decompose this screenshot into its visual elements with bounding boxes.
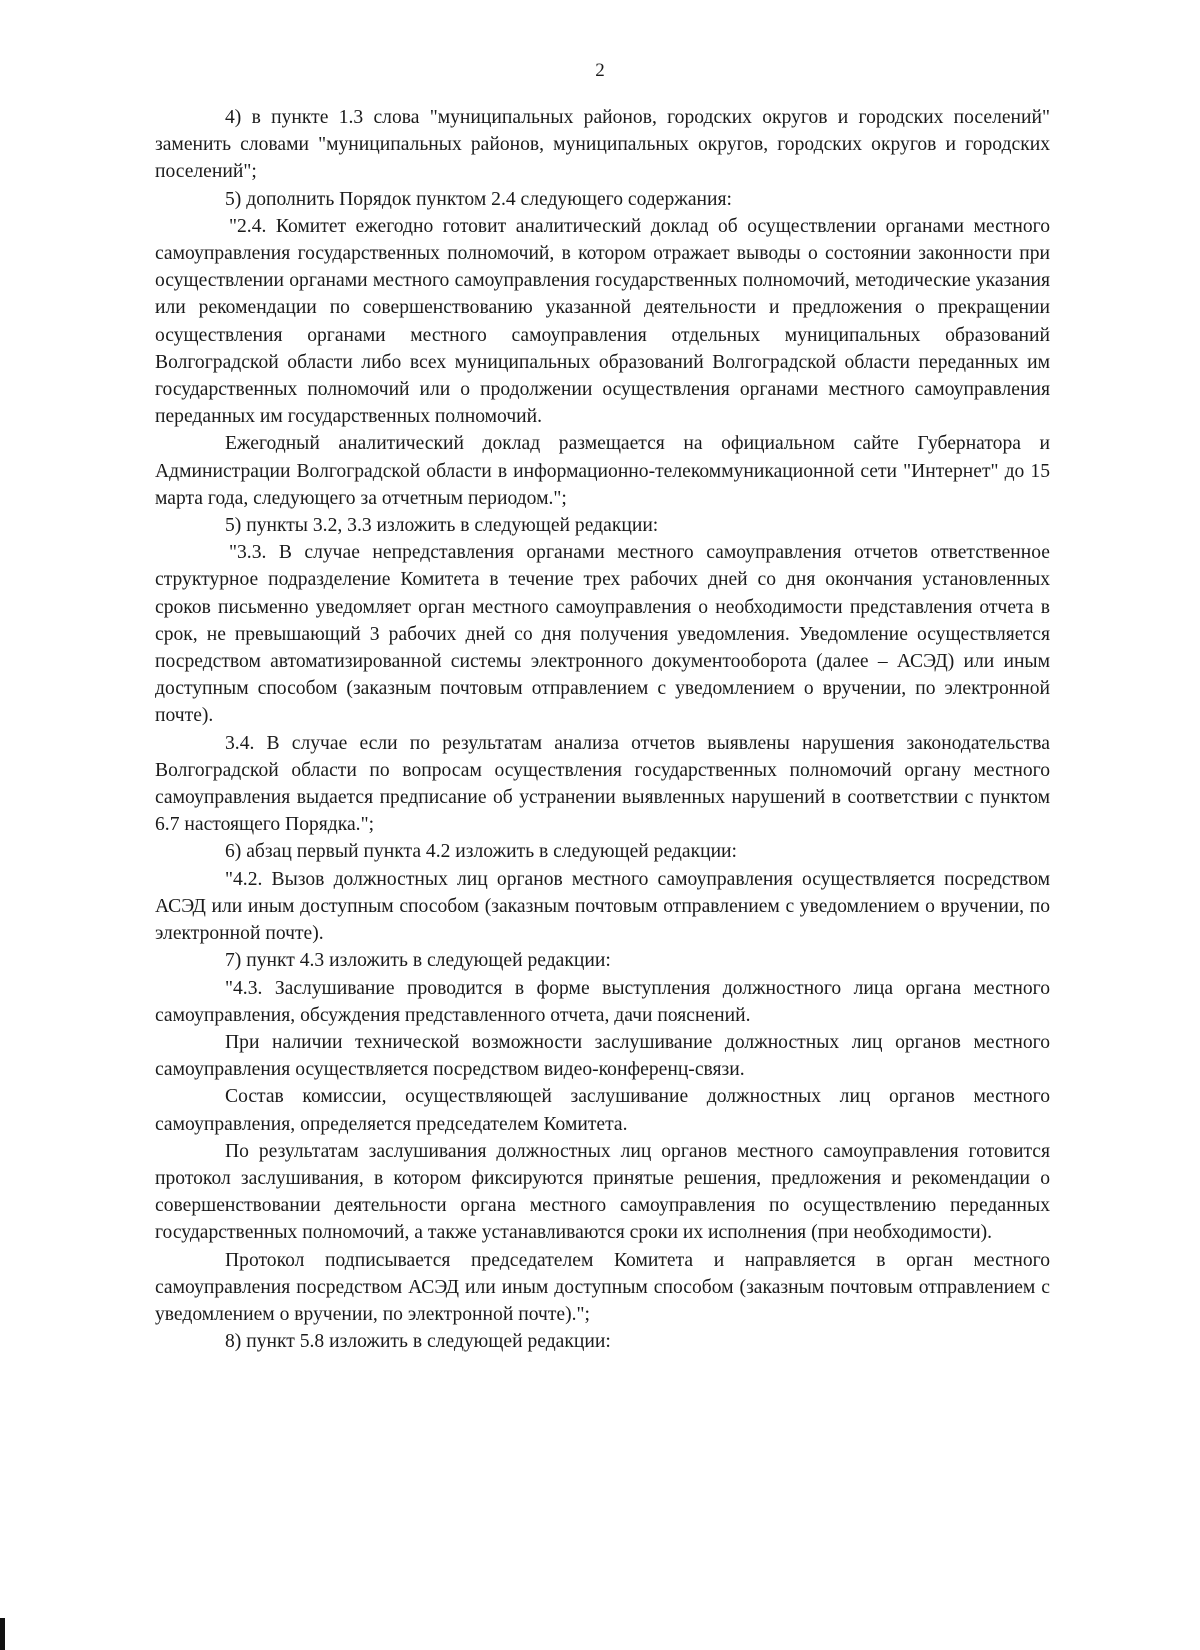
paragraph-clause-4-3: "4.3. Заслушивание проводится в форме выступления должностного лица органа местного самоуправления, обсуждения представленного отчета, дачи пояснений. [155, 977, 1050, 1026]
paragraph-protocol-preparation: По результатам заслушивания должностных лиц органов местного самоуправления готовится протокол заслушивания, в котором фиксируются принятые решения, предложения и рекомендации о совершенствовании деятельности органа местного самоуправления по осуществлению переданных государственных полномочий, а также устанавливаются сроки их исполнения (при необходимости). [155, 1140, 1050, 1244]
paragraph-clause-3-4: 3.4. В случае если по результатам анализа отчетов выявлены нарушения законодательства Волгоградской области по вопросам осуществления государственных полномочий органу местного самоуправления выдается предписание об устранении выявленных нарушений в соответствии с пунктом 6.7 настоящего Порядка."; [155, 732, 1050, 836]
paragraph-item-5-clauses-3-2-3-3: 5) пункты 3.2, 3.3 изложить в следующей редакции: [225, 515, 659, 537]
paragraph-commission: Состав комиссии, осуществляющей заслушивание должностных лиц органов местного самоуправления, определяется председателем Комитета. [155, 1086, 1050, 1135]
page-number: 2 [595, 60, 605, 81]
paragraph-video-conference: При наличии технической возможности заслушивание должностных лиц органов местного самоуправления осуществляется посредством видео-конференц-связи. [155, 1031, 1050, 1081]
paragraph-protocol-signing: Протокол подписывается председателем Комитета и направляется в орган местного самоуправления посредством АСЭД или иным доступным способом (заказным почтовым отправлением с уведомлением о вручении, по электронной почте)."; [155, 1249, 1050, 1325]
scan-edge-mark [0, 1618, 5, 1650]
paragraph-item-6: 6) абзац первый пункта 4.2 изложить в следующей редакции: [225, 841, 737, 863]
paragraph-item-5-add-2-4: 5) дополнить Порядок пунктом 2.4 следующего содержания: [225, 188, 732, 210]
paragraph-clause-3-3: "3.3. В случае непредставления органами местного самоуправления отчетов ответственное структурное подразделение Комитета в течение трех рабочих дней со дня окончания установленных сроков письменно уведомляет орган местного самоуправления о необходимости представления отчета в срок, не превышающий 3 рабочих дней со дня получения уведомления. Уведомление осуществляется посредством автоматизированной системы электронного документооборота (далее – АСЭД) или иным доступным способом (заказным почтовым отправлением с уведомлением о вручении, по электронной почте). [155, 542, 1050, 727]
paragraph-item-7: 7) пункт 4.3 изложить в следующей редакции: [225, 950, 611, 972]
document-body [155, 104, 1050, 1355]
paragraph-item-8: 8) пункт 5.8 изложить в следующей редакции: [225, 1331, 611, 1353]
paragraph-clause-2-4: "2.4. Комитет ежегодно готовит аналитический доклад об осуществлении органами местного самоуправления государственных полномочий, в котором отражает выводы о состоянии законности при осуществлении органами местного самоуправления государственных полномочий, методические указания или рекомендации по совершенствованию указанной деятельности и предложения о прекращении осуществления органами местного самоуправления отдельных муниципальных образований Волгоградской области либо всех муниципальных образований Волгоградской области переданных им государственных полномочий или о продолжении осуществления органами местного самоуправления переданных им государственных полномочий. [155, 215, 1050, 428]
paragraph-clause-4-2: "4.2. Вызов должностных лиц органов местного самоуправления осуществляется посредством АСЭД или иным доступным способом (заказным почтовым отправлением с уведомлением о вручении, по электронной почте). [155, 868, 1050, 945]
paragraph-annual-report: Ежегодный аналитический доклад размещается на официальном сайте Губернатора и Администрации Волгоградской области в информационно-телекоммуникационной сети "Интернет" до 15 марта года, следующего за отчетным периодом."; [155, 433, 1050, 509]
paragraph-item-4: 4) в пункте 1.3 слова "муниципальных районов, городских округов и городских поселений" заменить словами "муниципальных районов, муниципальных округов, городских округов и городских поселений"; [155, 107, 1050, 183]
